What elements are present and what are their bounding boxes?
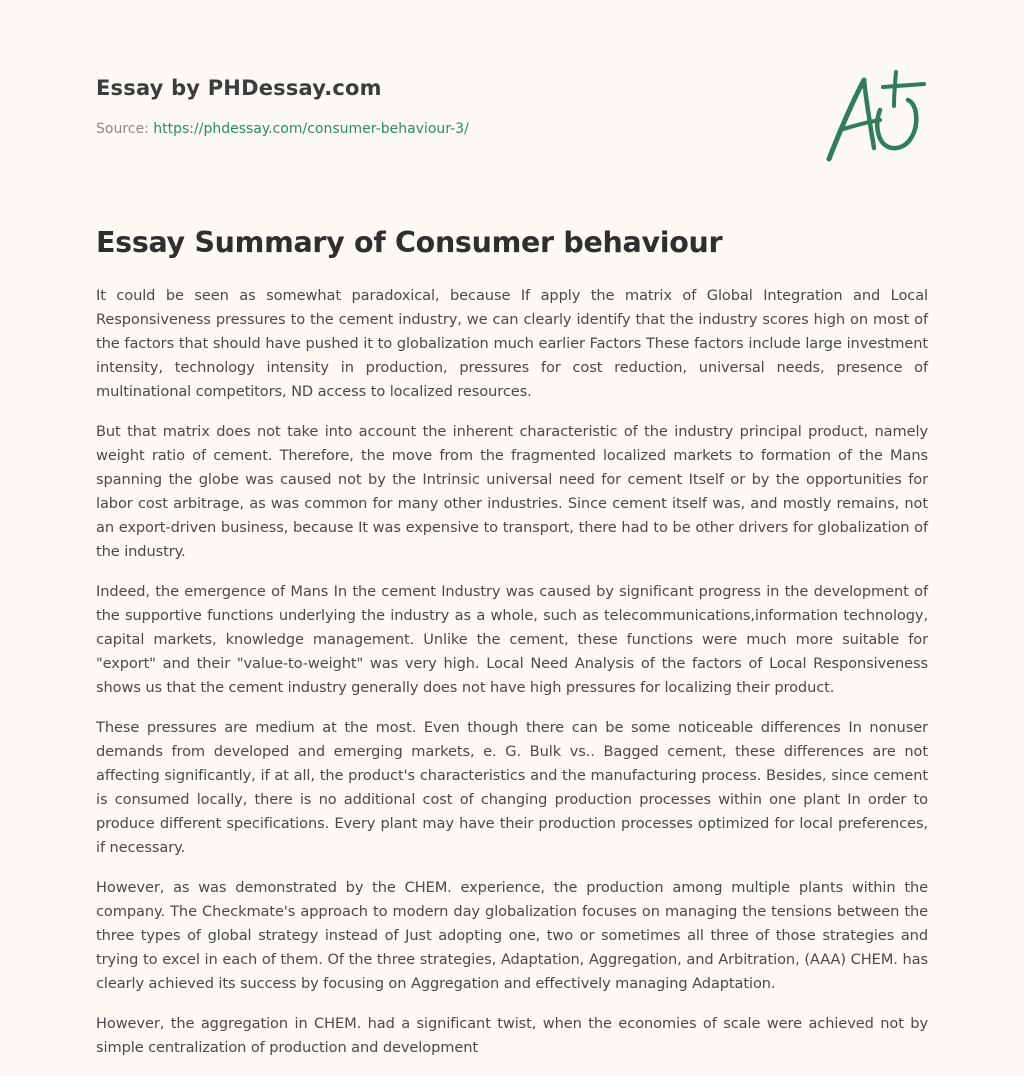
essay-paragraph: These pressures are medium at the most. Even though there can be some noticeable differences In nonuser demands from developed and emerging markets, e. G. Bulk vs.. Bagged cement, these differences are not affecting significantly, if at all, the product's characteristics and the manufacturing process. Besides, since cement is consumed locally, there is no additional cost of changing production processes within one plant In order to produce different specifications. Every plant may have their production processes optimized for local preferences, if necessary. [96, 719, 928, 856]
source-link[interactable]: https://phdessay.com/consumer-behaviour-3/ [153, 121, 469, 137]
essay-paragraph: However, the aggregation in CHEM. had a significant twist, when the economies of scale were achieved not by simple centralization of production and development [96, 1015, 928, 1056]
essay-paragraph: Indeed, the emergence of Mans In the cement Industry was caused by significant progress in the development of the supportive functions underlying the industry as a whole, such as telecommunications,information technology, capital markets, knowledge management. Unlike the cement, these functions were much more suitable for "export" and their "value-to-weight" was very high. Local Need Analysis of the factors of Local Responsiveness shows us that the cement industry generally does not have high pressures for localizing their product. [96, 583, 928, 696]
a-plus-logo-icon [820, 66, 930, 166]
essay-header [96, 76, 796, 137]
a-plus-logo [820, 66, 930, 166]
essay-paragraph: However, as was demonstrated by the CHEM. experience, the production among multiple plants within the company. The Checkmate's approach to modern day globalization focuses on managing the tensions between the three types of global strategy instead of Just adopting one, two or sometimes all three of those strategies and trying to excel in each of them. Of the three strategies, Adaptation, Aggregation, and Arbitration, (AAA) CHEM. has clearly achieved its success by focusing on Aggregation and effectively managing Adaptation. [96, 879, 928, 992]
essay-title: Essay Summary of Consumer behaviour [96, 226, 723, 259]
source-line [96, 121, 796, 137]
essay-paragraph: But that matrix does not take into account the inherent characteristic of the industry principal product, namely weight ratio of cement. Therefore, the move from the fragmented localized markets to formation of the Mans spanning the globe was caused not by the Intrinsic universal need for cement Itself or by the opportunities for labor cost arbitrage, as was common for many other industries. Since cement itself was, and mostly remains, not an export-driven business, because It was expensive to transport, there had to be other drivers for globalization of the industry. [96, 423, 928, 560]
site-title: Essay by PHDessay.com [96, 76, 382, 100]
essay-body [96, 284, 928, 1076]
source-label: Source: [96, 121, 149, 137]
essay-paragraph: It could be seen as somewhat paradoxical, because If apply the matrix of Global Integration and Local Responsiveness pressures to the cement industry, we can clearly identify that the industry scores high on most of the factors that should have pushed it to globalization much earlier Factors These factors include large investment intensity, technology intensity in production, pressures for cost reduction, universal needs, presence of multinational competitors, ND access to localized resources. [96, 287, 928, 400]
